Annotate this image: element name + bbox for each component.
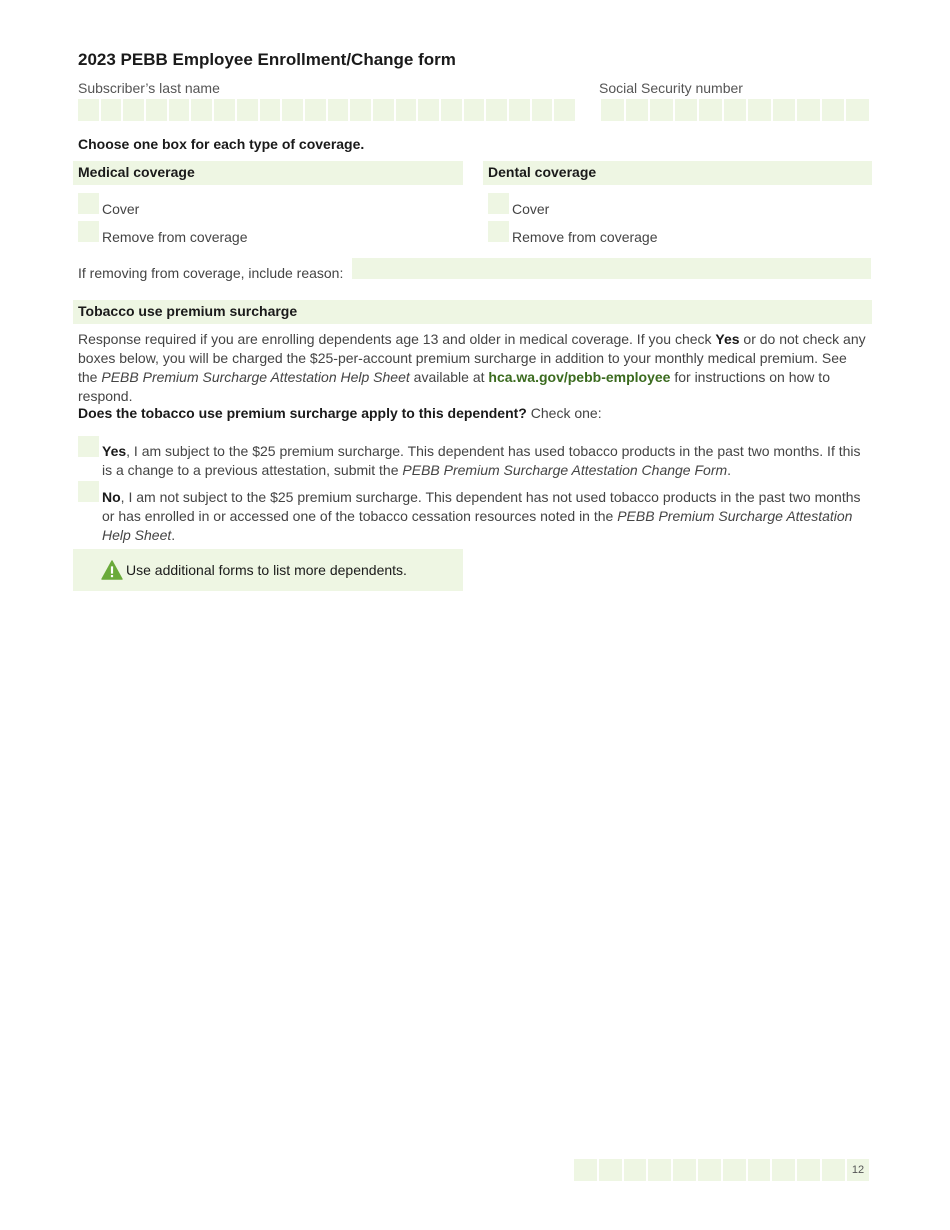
reason-label: If removing from coverage, include reason: bbox=[78, 265, 344, 281]
last-name-char-cell[interactable] bbox=[396, 99, 417, 121]
no-word: No bbox=[102, 489, 121, 505]
last-name-char-cell[interactable] bbox=[191, 99, 212, 121]
page-id-cells bbox=[574, 1159, 845, 1181]
page-id-cell bbox=[673, 1159, 696, 1181]
note-text: Use additional forms to list more dependents. bbox=[126, 562, 407, 578]
dental-cover-label: Cover bbox=[512, 201, 550, 217]
last-name-char-cell[interactable] bbox=[418, 99, 439, 121]
warning-icon bbox=[101, 560, 123, 580]
tobacco-surcharge-heading: Tobacco use premium surcharge bbox=[73, 300, 872, 324]
last-name-char-cell[interactable] bbox=[123, 99, 144, 121]
tobacco-yes-checkbox[interactable] bbox=[78, 436, 99, 457]
page-id-cell bbox=[599, 1159, 622, 1181]
tobacco-question bbox=[78, 405, 602, 421]
medical-cover-label: Cover bbox=[102, 201, 140, 217]
medical-remove-checkbox[interactable] bbox=[78, 221, 99, 242]
last-name-char-cell[interactable] bbox=[305, 99, 326, 121]
page-id-cell bbox=[772, 1159, 795, 1181]
no-text: , I am not subject to the $25 premium surcharge. This dependent has not used tobacco products in the past two months or has enrolled in or accessed one of the tobacco cessation resources noted in the bbox=[102, 489, 861, 524]
ssn-digit-cell[interactable] bbox=[675, 99, 698, 121]
ssn-digit-cell[interactable] bbox=[748, 99, 771, 121]
tobacco-no-checkbox[interactable] bbox=[78, 481, 99, 502]
page-id-cell bbox=[723, 1159, 746, 1181]
last-name-char-cell[interactable] bbox=[328, 99, 349, 121]
ssn-label: Social Security number bbox=[599, 80, 743, 96]
last-name-char-cell[interactable] bbox=[464, 99, 485, 121]
yes-text: , I am subject to the $25 premium surcharge. This dependent has used tobacco products in the past two months. If this is a change to a previous attestation, submit the bbox=[102, 443, 861, 478]
last-name-char-cell[interactable] bbox=[237, 99, 258, 121]
last-name-char-cell[interactable] bbox=[78, 99, 99, 121]
ssn-digit-cell[interactable] bbox=[626, 99, 649, 121]
page-number: 12 bbox=[847, 1159, 869, 1181]
reason-input[interactable] bbox=[352, 258, 871, 279]
change-form-title: PEBB Premium Surcharge Attestation Change Form bbox=[402, 462, 728, 478]
yes-word: Yes bbox=[102, 443, 127, 459]
last-name-char-cell[interactable] bbox=[146, 99, 167, 121]
tobacco-yes-option bbox=[102, 442, 870, 480]
page-id-cell bbox=[822, 1159, 845, 1181]
last-name-char-cell[interactable] bbox=[282, 99, 303, 121]
dental-remove-label: Remove from coverage bbox=[512, 229, 658, 245]
last-name-char-cell[interactable] bbox=[532, 99, 553, 121]
last-name-char-cell[interactable] bbox=[509, 99, 530, 121]
ssn-field[interactable] bbox=[601, 99, 869, 121]
last-name-char-cell[interactable] bbox=[373, 99, 394, 121]
last-name-char-cell[interactable] bbox=[486, 99, 507, 121]
description-text: or do not check any boxes below, you will be charged the $25-per-account premium surcharge in addition to your monthly medical premium. See the bbox=[78, 331, 866, 385]
last-name-char-cell[interactable] bbox=[169, 99, 190, 121]
last-name-char-cell[interactable] bbox=[554, 99, 575, 121]
last-name-char-cell[interactable] bbox=[214, 99, 235, 121]
help-sheet-title: PEBB Premium Surcharge Attestation Help Sheet bbox=[102, 508, 853, 543]
medical-coverage-heading: Medical coverage bbox=[73, 161, 463, 185]
last-name-char-cell[interactable] bbox=[350, 99, 371, 121]
form-title: 2023 PEBB Employee Enrollment/Change form bbox=[78, 50, 456, 69]
question-bold: Does the tobacco use premium surcharge apply to this dependent? bbox=[78, 405, 527, 421]
last-name-char-cell[interactable] bbox=[441, 99, 462, 121]
tobacco-description bbox=[78, 330, 870, 406]
ssn-digit-cell[interactable] bbox=[724, 99, 747, 121]
additional-forms-note bbox=[73, 549, 463, 591]
help-sheet-title: PEBB Premium Surcharge Attestation Help Sheet bbox=[101, 369, 410, 385]
medical-remove-label: Remove from coverage bbox=[102, 229, 248, 245]
yes-end: . bbox=[727, 462, 732, 478]
ssn-digit-cell[interactable] bbox=[699, 99, 722, 121]
no-end: . bbox=[171, 527, 176, 543]
last-name-char-cell[interactable] bbox=[101, 99, 122, 121]
ssn-digit-cell[interactable] bbox=[797, 99, 820, 121]
page-id-cell bbox=[648, 1159, 671, 1181]
last-name-label: Subscriber’s last name bbox=[78, 80, 220, 96]
coverage-instructions: Choose one box for each type of coverage. bbox=[78, 136, 365, 152]
ssn-digit-cell[interactable] bbox=[822, 99, 845, 121]
ssn-digit-cell[interactable] bbox=[846, 99, 869, 121]
last-name-field[interactable] bbox=[78, 99, 575, 121]
dental-coverage-heading: Dental coverage bbox=[483, 161, 872, 185]
page-id-cell bbox=[574, 1159, 597, 1181]
question-rest: Check one: bbox=[526, 405, 602, 421]
description-text: available at bbox=[409, 369, 489, 385]
page-id-cell bbox=[698, 1159, 721, 1181]
description-yes: Yes bbox=[715, 331, 740, 347]
page-id-cell bbox=[797, 1159, 820, 1181]
medical-cover-checkbox[interactable] bbox=[78, 193, 99, 214]
description-text: Response required if you are enrolling dependents age 13 and older in medical coverage. If you check bbox=[78, 331, 716, 347]
page-id-cell bbox=[624, 1159, 647, 1181]
dental-cover-checkbox[interactable] bbox=[488, 193, 509, 214]
dental-remove-checkbox[interactable] bbox=[488, 221, 509, 242]
tobacco-no-option bbox=[102, 488, 870, 545]
last-name-char-cell[interactable] bbox=[260, 99, 281, 121]
pebb-employee-link[interactable]: hca.wa.gov/pebb-employee bbox=[488, 369, 671, 385]
ssn-digit-cell[interactable] bbox=[773, 99, 796, 121]
page-id-cell bbox=[748, 1159, 771, 1181]
description-text: for instructions on how to respond. bbox=[78, 369, 830, 404]
ssn-digit-cell[interactable] bbox=[601, 99, 624, 121]
ssn-digit-cell[interactable] bbox=[650, 99, 673, 121]
